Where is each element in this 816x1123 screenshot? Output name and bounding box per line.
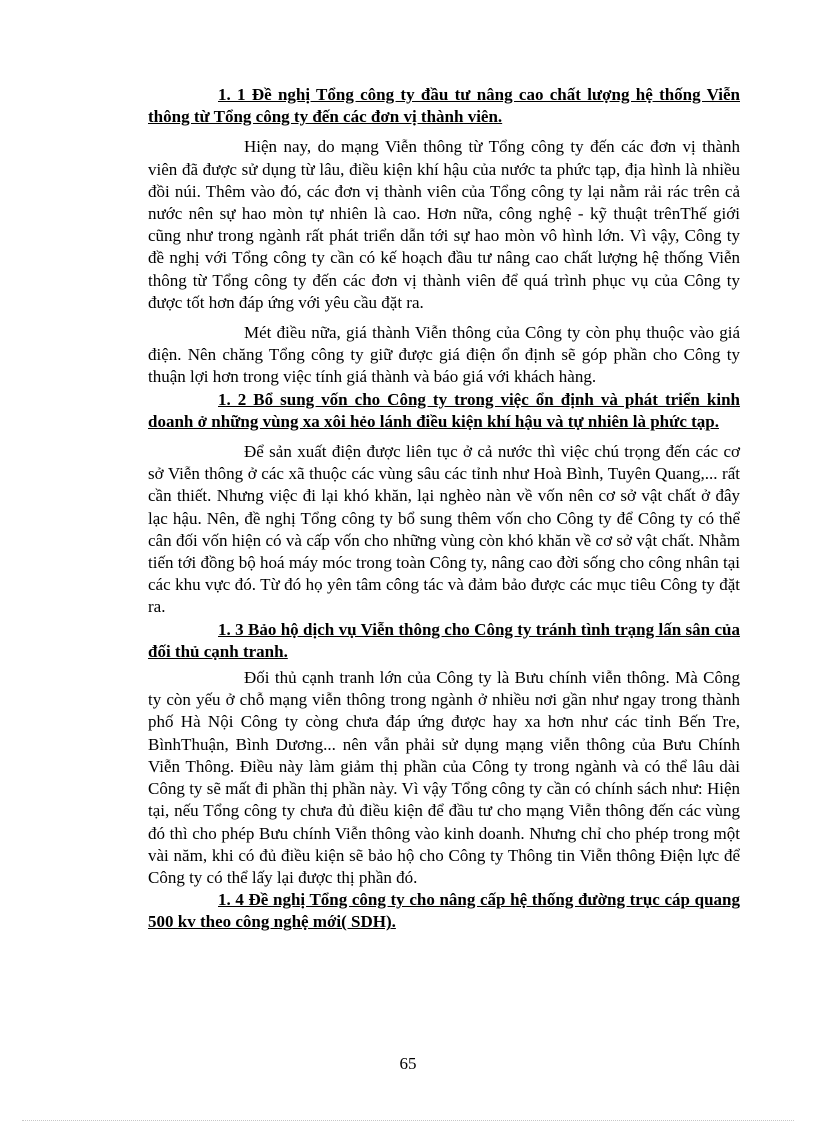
footer-divider: [22, 1120, 794, 1121]
page-number: 65: [399, 1054, 417, 1073]
paragraph: Đối thủ cạnh tranh lớn của Công ty là Bưu chính viễn thông. Mà Công ty còn yếu ở chỗ mạng viễn thông trong ngành ở nhiều nơi gần như ngay trong thành phố Hà Nội Công ty còng chưa đáp ứng được hay xa hơn như các tỉnh Bến Tre, BìnhThuận, Bình Dương... nên vẫn phải sử dụng mạng viễn thông của Bưu Chính Viễn Thông. Điều này làm giảm thị phần của Công ty trong ngành và có thể lâu dài Công ty sẽ mất đi phần thị phần này. Vì vậy Tổng công ty cần có chính sách như: Hiện tại, nếu Tổng công ty chưa đủ điều kiện để đầu tư cho mạng Viễn thông đến các vùng đó thì cho phép Bưu chính Viễn thông vào kinh doanh. Nhưng chỉ cho phép trong một vài năm, khi có đủ điều kiện sẽ bảo hộ cho Công ty Thông tin Viễn thông Điện lực để Công ty có thể lấy lại được thị phần đó.: [148, 668, 740, 887]
section-heading-1-4: 1. 4 Đề nghị Tổng công ty cho nâng cấp hệ thống đường trục cáp quang 500 kv theo công nghệ mới( SDH).: [148, 890, 740, 932]
paragraph: Hiện nay, do mạng Viễn thông từ Tổng công ty đến các đơn vị thành viên đã được sử dụng từ lâu, điều kiện khí hậu của nước ta phức tạp, địa hình là nhiều đồi núi. Thêm vào đó, các đơn vị thành viên của Tổng công ty lại nằm rải rác trên cả nước nên sự hao mòn tự nhiên là cao. Hơn nữa, công nghệ - kỹ thuật trênThế giới cũng như trong ngành rất phát triển dẫn tới sự hao mòn vô hình lớn. Vì vậy, Công ty đề nghị với Tổng công ty cần có kế hoạch đầu tư nâng cao chất lượng hệ thống Viễn thông từ Tổng công ty đến các đơn vị thành viên để quá trình phục vụ của Công ty được tốt hơn đáp ứng với yêu cầu đặt ra.: [148, 137, 740, 312]
section-heading-1-3: 1. 3 Bảo hộ dịch vụ Viễn thông cho Công ty tránh tình trạng lấn sân của đối thủ cạnh tranh.: [148, 619, 740, 661]
section-heading-1-2: 1. 2 Bổ sung vốn cho Công ty trong việc ổn định và phát triển kinh doanh ở những vùng xa xôi hẻo lánh điều kiện khí hậu và tự nhiên là phức tạp.: [148, 389, 740, 431]
section-heading-1-1: 1. 1 Đề nghị Tổng công ty đầu tư nâng cao chất lượng hệ thống Viễn thông từ Tổng công ty đến các đơn vị thành viên.: [148, 85, 740, 127]
paragraph: Mét điều nữa, giá thành Viễn thông của Công ty còn phụ thuộc vào giá điện. Nên chăng Tổng công ty giữ được giá điện ổn định sẽ góp phần cho Công ty thuận lợi hơn trong việc tính giá thành và báo giá với khách hàng.: [148, 323, 740, 387]
paragraph: Để sản xuất điện được liên tục ở cả nước thì việc chú trọng đến các cơ sở Viễn thông ở các xã thuộc các vùng sâu các tỉnh như Hoà Bình, Tuyên Quang,... rất cần thiết. Nhưng việc đi lại khó khăn, lại nghèo nàn về vốn nên cơ sở vật chất ở đây lạc hậu. Nên, đề nghị Tổng công ty bổ sung thêm vốn cho Công ty để Công ty có thể cân đối vốn hiện có và cấp vốn cho những vùng còn khó khăn về cơ sở vật chất. Nhằm tiến tới đồng bộ hoá máy móc trong toàn Công ty, nâng cao đời sống cho công nhân tại các khu vực đó. Từ đó họ yên tâm công tác và đảm bảo được các mục tiêu Công ty đặt ra.: [148, 442, 740, 617]
page-body: [148, 84, 740, 934]
